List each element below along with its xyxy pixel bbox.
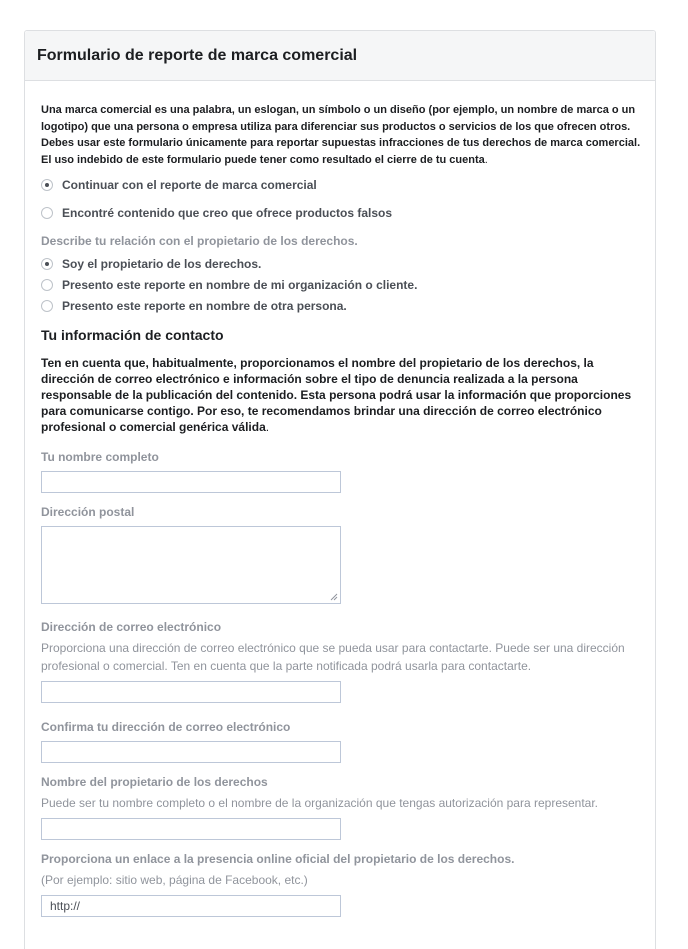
relationship-question: Describe tu relación con el propietario de los derechos.: [41, 234, 358, 248]
postal-address-textarea[interactable]: [41, 526, 341, 604]
radio-owner[interactable]: [41, 257, 261, 271]
contact-notice-tail: .: [265, 420, 270, 434]
report-form-panel: [24, 30, 656, 949]
intro-tail: .: [484, 153, 488, 166]
email-label: Dirección de correo electrónico: [41, 620, 222, 634]
radio-label: Continuar con el reporte de marca comercial: [62, 178, 317, 192]
radio-label: Encontré contenido que creo que ofrece productos falsos: [62, 206, 393, 220]
owner-name-help: Puede ser tu nombre completo o el nombre de la organización que tengas autorización para representar.: [41, 796, 599, 810]
online-presence-label: Proporciona un enlace a la presencia online oficial del propietario de los derechos.: [41, 852, 515, 866]
radio-organization[interactable]: [41, 278, 417, 292]
owner-name-label: Nombre del propietario de los derechos: [41, 775, 268, 789]
form-header: [25, 31, 655, 81]
radio-button-checked[interactable]: [41, 258, 53, 270]
full-name-input[interactable]: [41, 471, 341, 493]
form-title: Formulario de reporte de marca comercial: [37, 46, 358, 64]
radio-button[interactable]: [41, 279, 53, 291]
email-input[interactable]: [41, 681, 341, 703]
radio-counterfeit[interactable]: [41, 206, 392, 220]
intro-bold: Una marca comercial es una palabra, un eslogan, un símbolo o un diseño (por ejemplo, un nombre de marca o un logotipo) que una persona o empresa utiliza para diferenciar sus productos o servicios de los que ofrecen otros. Debes usar este formulario únicamente para reportar supuestas infracciones de tus derechos de marca comercial. El uso indebido de este formulario puede tener como resultado el cierre de tu cuenta: [41, 104, 641, 166]
radio-continue-trademark[interactable]: [41, 178, 317, 192]
online-presence-input[interactable]: http://: [41, 895, 341, 917]
contact-section-title: Tu información de contacto: [41, 327, 224, 343]
radio-other-person[interactable]: [41, 299, 347, 313]
radio-label: Presento este reporte en nombre de otra persona.: [62, 299, 347, 313]
email-confirm-input[interactable]: [41, 741, 341, 763]
radio-button-checked[interactable]: [41, 179, 53, 191]
radio-button[interactable]: [41, 207, 53, 219]
resize-handle-icon[interactable]: [330, 593, 338, 601]
owner-name-input[interactable]: [41, 818, 341, 840]
radio-button[interactable]: [41, 300, 53, 312]
radio-label: Soy el propietario de los derechos.: [62, 257, 262, 271]
full-name-label: Tu nombre completo: [41, 450, 159, 464]
online-presence-help: (Por ejemplo: sitio web, página de Facebook, etc.): [41, 873, 308, 887]
email-help: Proporciona una dirección de correo electrónico que se pueda usar para contactarte. Puede ser una dirección profesional o comercial. Ten en cuenta que la parte notificada podrá usarla para contactarte.: [41, 641, 625, 673]
postal-address-label: Dirección postal: [41, 505, 135, 519]
intro-text: [41, 102, 641, 168]
email-confirm-label: Confirma tu dirección de correo electrónico: [41, 720, 291, 734]
contact-notice-bold: Ten en cuenta que, habitualmente, proporcionamos el nombre del propietario de los derechos, la dirección de correo electrónico e información sobre el tipo de denuncia realizada a la persona responsable de la publicación del contenido. Esta persona podrá usar la información que proporciones para comunicarse contigo. Por eso, te recomendamos brindar una dirección de correo electrónico profesional o comercial genérica válida: [41, 356, 632, 434]
contact-notice: [41, 355, 641, 435]
radio-label: Presento este reporte en nombre de mi organización o cliente.: [62, 278, 418, 292]
